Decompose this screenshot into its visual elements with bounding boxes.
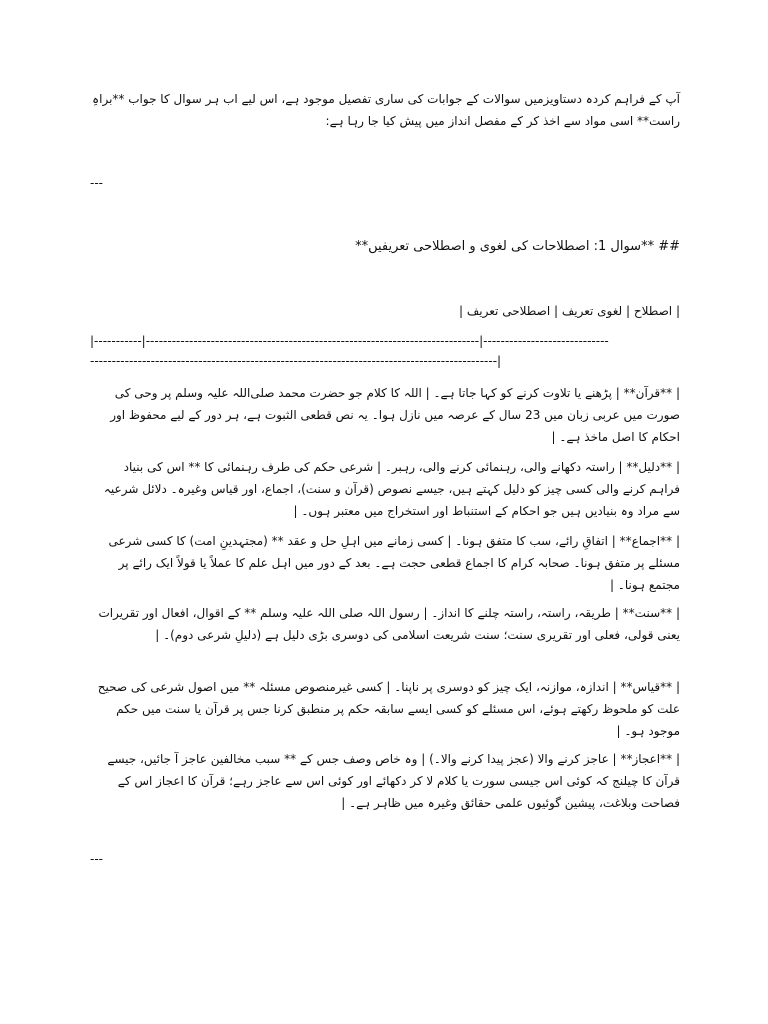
row-istilahi: | وہ خاص وصف جس کے ** سبب مخالفین عاجز آ جائیں، جیسے قرآن کا چیلنج کہ کوئی اس جیسی سورت یا کلام لا کر دکھائے اور کوئی اس سے عاجز رہے؛ قرآن کا اعجاز اس کے فصاحت وبلاغت، پیشین گوئیوں علمی حقائق وغیرہ میں ظاہر ہے۔ | <box>107 752 680 810</box>
section-heading: ## **سوال 1: اصطلاحات کی لغوی و اصطلاحی تعریفیں** <box>355 239 680 254</box>
row-term: | **دلیل** <box>626 460 680 474</box>
row-term: | **اجماع** <box>619 534 680 548</box>
intro-line-2: راست** اسی مواد سے اخذ کر کے مفصل انداز میں پیش کیا جا رہا ہے: <box>325 114 680 128</box>
row-istilahi: | کسی غیرمنصوص مسئلہ ** میں اصول شرعی کی صحیح علت کو ملحوظ رکھتے ہوئے، اس مسئلے کو کسی ایسے سابقہ حکم پر منطبق کرنا جس پر قرآن یا سنت میں حکم موجود ہو۔ | <box>97 680 680 738</box>
table-header: | اصطلاح | لغوی تعریف | اصطلاحی تعریف | <box>459 304 680 318</box>
row-istilahi: | کسی زمانے میں اہلِ حل و عقد ** (مجتہدینِ امت) کا کسی شرعی مسئلے پر متفق ہونا۔ صحابہ کرام کا اجماع قطعی حجت ہے۔ بعد کے دور میں اہل علم کا عملاً یا قولاً ایک رائے پر مجتمع ہونا۔ | <box>108 534 680 592</box>
row-lughawi: | پڑھنے یا تلاوت کرنے کو کہا جاتا ہے۔ <box>433 386 620 400</box>
table-divider-1: |-----------|-----------------------------------------------------------------------------|----------------------------- <box>90 334 609 348</box>
row-term: | **قیاس** <box>620 680 680 694</box>
row-lughawi: | طریقہ، راستہ، راستہ چلنے کا انداز۔ <box>431 606 619 620</box>
table-row-ijaz <box>90 748 680 814</box>
row-lughawi: | عاجز کرنے والا (عجز پیدا کرنے والا۔) <box>429 752 617 766</box>
row-istilahi: | اللہ کا کلام جو حضرت محمد صلی‌اللہ علیہ وسلم پر وحی کی صورت میں عربی زبان میں 23 سال کے عرصہ میں نازل ہوا۔ یہ نص قطعی الثبوت ہے، ہر دور کے لیے محفوظ اور احکام کا اصل ماخذ ہے۔ | <box>110 386 680 444</box>
separator-top: --- <box>90 176 103 190</box>
row-term: | **قرآن** <box>623 386 680 400</box>
table-row-ijma <box>90 530 680 596</box>
separator-bottom: --- <box>90 852 103 866</box>
table-row-sunnat <box>90 602 680 646</box>
row-istilahi: | شرعی حکم کی طرف رہنمائی کا ** اس کی بنیاد فراہم کرنے والی کسی چیز کو دلیل کہتے ہیں، جیسے نصوص (قرآن و سنت)، اجماع، اور قیاس وغیرہ۔ دلائل شرعیہ سے مراد وہ بنیادیں ہیں جو احکام کے استنباط اور استخراج میں معتبر ہوں۔ | <box>103 460 680 518</box>
table-divider-2: ----------------------------------------------------------------------------------------------| <box>90 354 502 368</box>
table-row-quran <box>90 382 680 448</box>
row-lughawi: | اندازہ، موازنہ، ایک چیز کو دوسری پر ناپنا۔ <box>394 680 617 694</box>
row-istilahi: | رسول اللہ صلی اللہ علیہ وسلم ** کے اقوال، افعال اور تقریرات یعنی قولی، فعلی اور تقریری سنت؛ سنت شریعت اسلامی کی دوسری بڑی دلیل ہے (دلیلِ شرعی دوم)۔ | <box>98 606 680 642</box>
table-row-qiyas <box>90 676 680 742</box>
row-lughawi: | راستہ دکھانے والی، رہنمائی کرنے والی، رہبر۔ <box>384 460 623 474</box>
row-lughawi: | اتفاقِ رائے، سب کا متفق ہونا۔ <box>455 534 616 548</box>
table-row-daleel <box>90 456 680 522</box>
row-term: | **اعجاز** <box>620 752 680 766</box>
row-term: | **سنت** <box>622 606 680 620</box>
intro-line-1: آپ کے فراہم کردہ دستاویزمیں سوالات کے جوابات کی ساری تفصیل موجود ہے، اس لیے اب ہر سوال کا جواب **براہِ <box>92 92 680 106</box>
intro-paragraph <box>90 88 680 132</box>
